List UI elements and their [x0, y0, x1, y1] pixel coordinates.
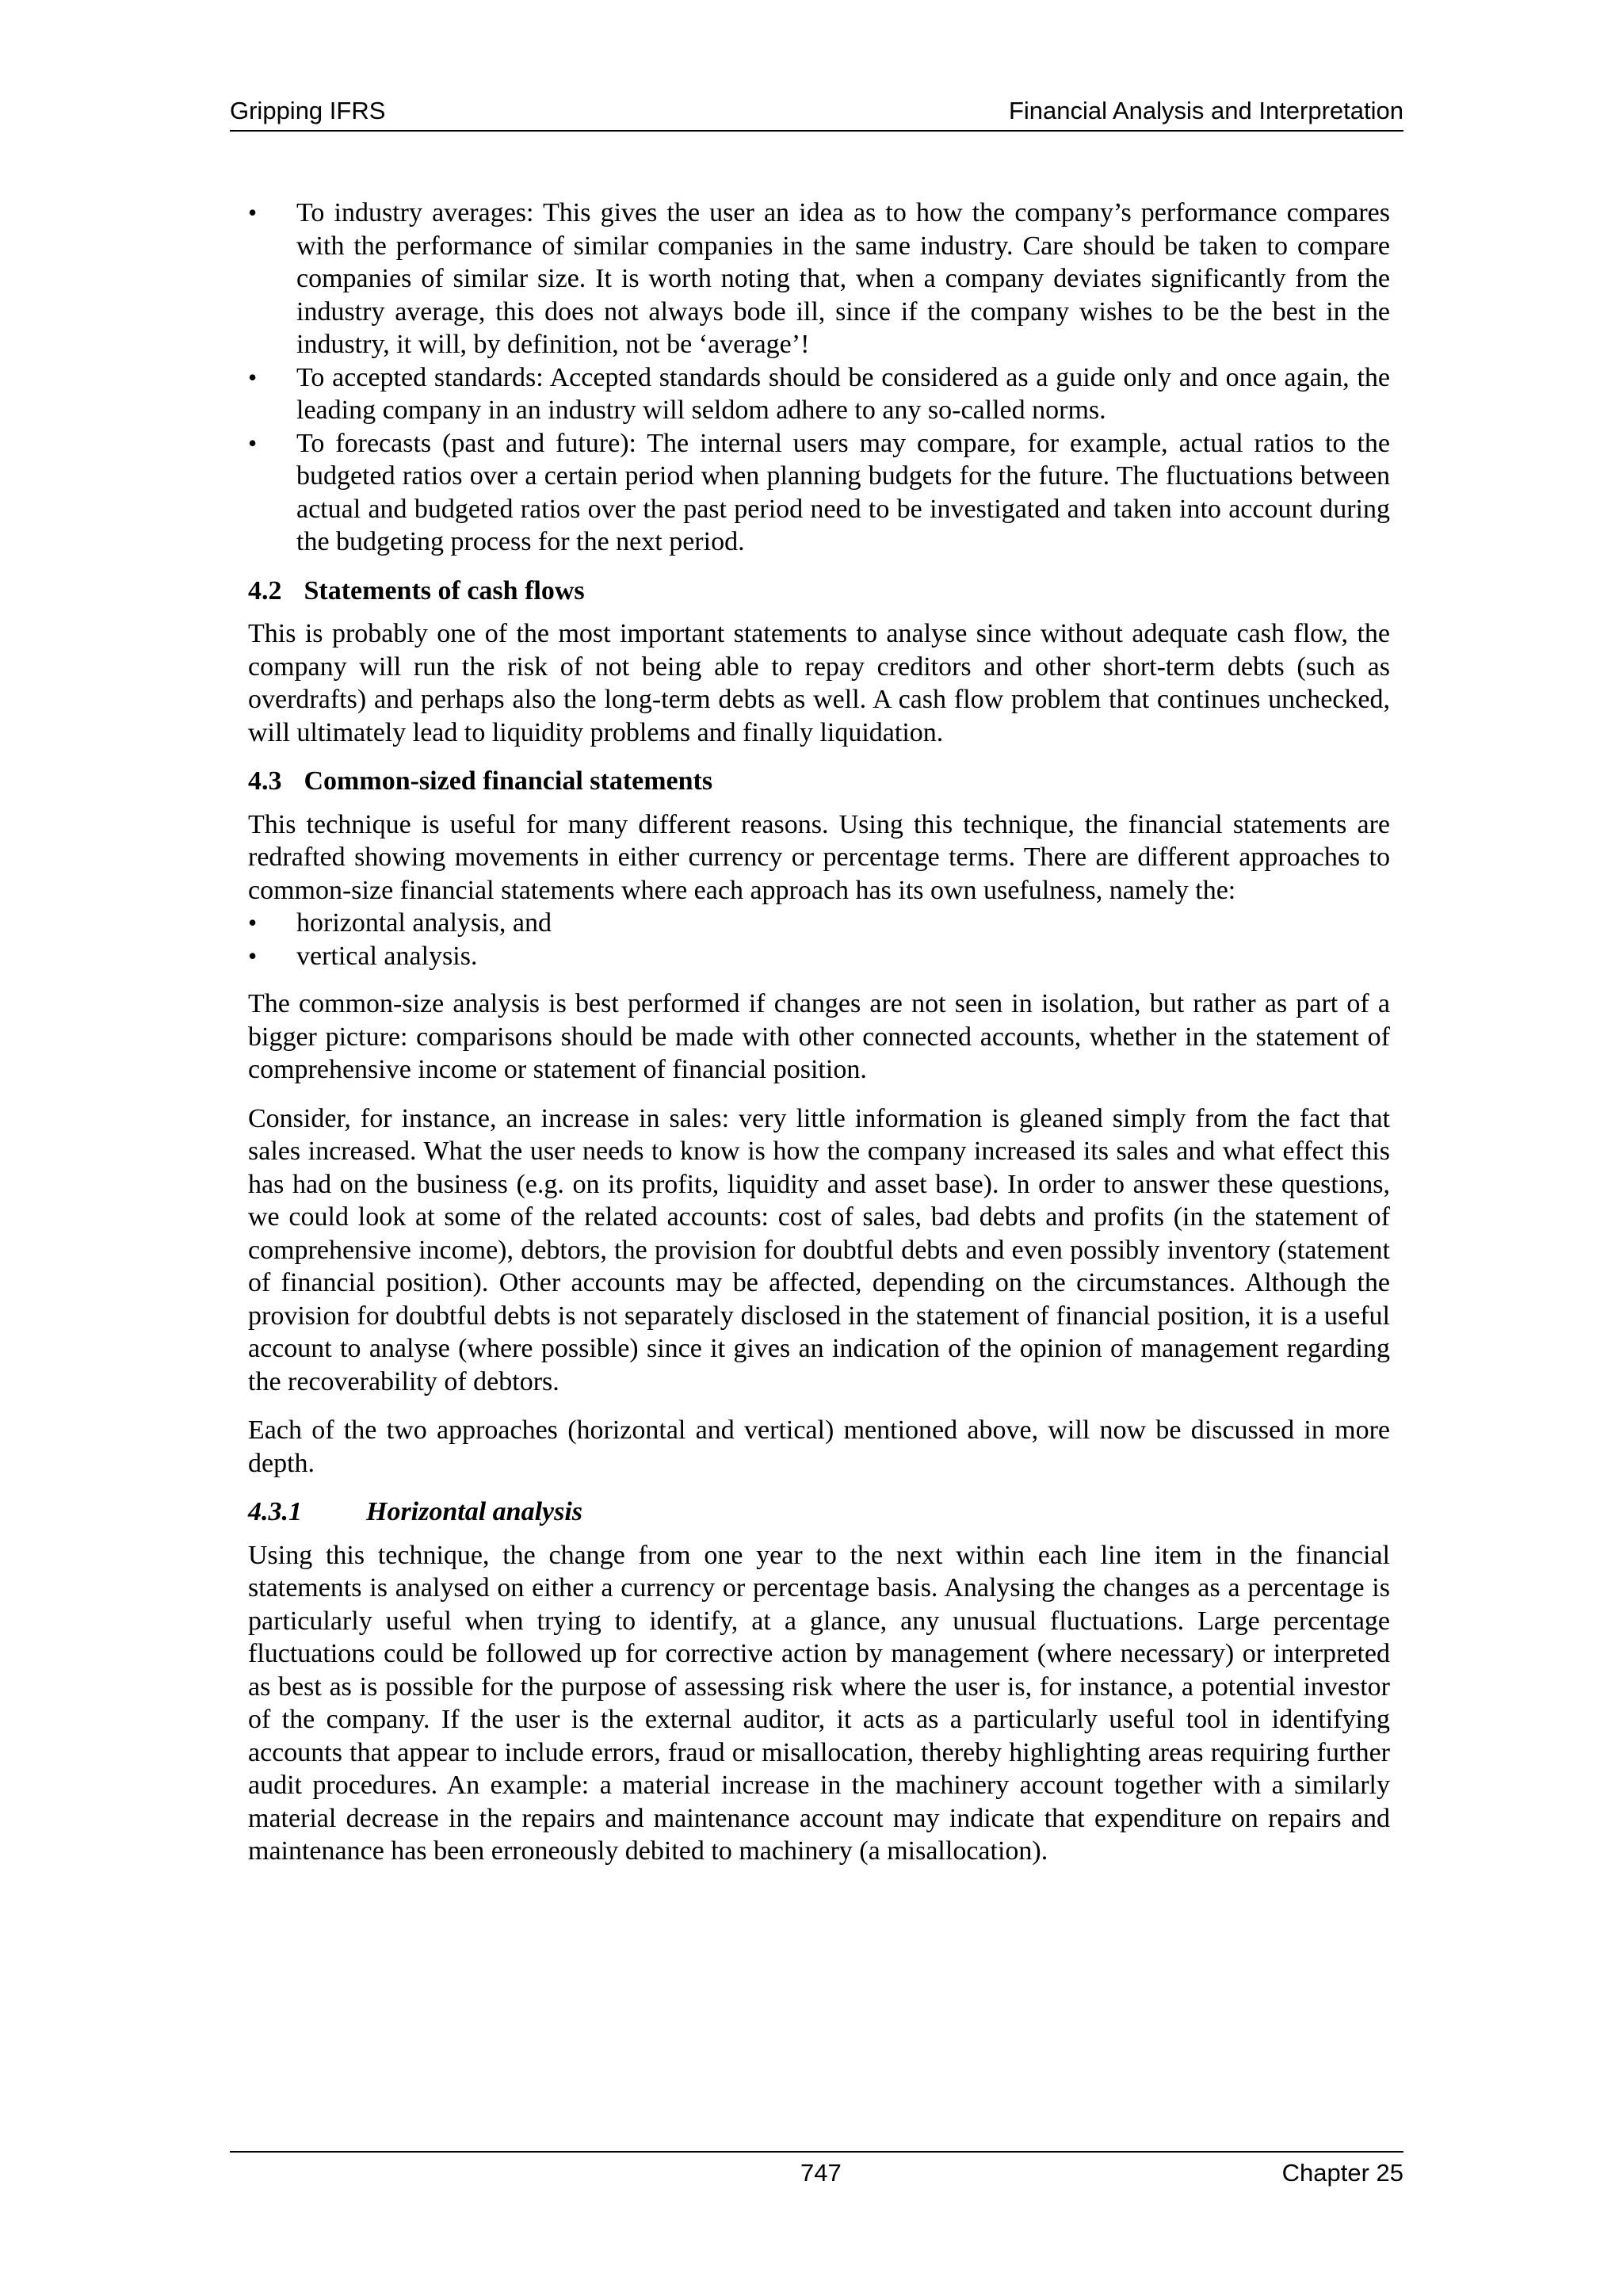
- section-title: Common-sized financial statements: [304, 766, 713, 796]
- comparison-bullet-list: [248, 197, 1390, 559]
- section-heading-4-3: [248, 765, 1390, 798]
- common-sized-intro-paragraph: This technique is useful for many different reasons. Using this technique, the financial statements are redrafted showing movements in either currency or percentage terms. There are different approaches to common-size financial statements where each approach has its own usefulness, namely the:: [248, 809, 1390, 905]
- page-footer: [230, 2151, 1403, 2187]
- approaches-discussion-paragraph: Each of the two approaches (horizontal and vertical) mentioned above, will now be discussed in more depth.: [248, 1415, 1390, 1478]
- section-heading-4-2: [248, 575, 1390, 608]
- bullet-accepted-standards: • To accepted standards: Accepted standards should be considered as a guide only and once again, the leading company in an industry will seldom adhere to any so-called norms.: [248, 361, 1390, 427]
- bullet-vertical-analysis: • vertical analysis.: [248, 940, 1390, 973]
- section-number: 4.3.1: [248, 1497, 302, 1526]
- section-title: Horizontal analysis: [366, 1497, 583, 1526]
- cash-flows-paragraph: This is probably one of the most important statements to analyse since without adequate cash flow, the company will run the risk of not being able to repay creditors and other short-term debts (such as overdrafts) and perhaps also the long-term debts as well. A cash flow problem that continues unchecked, will ultimately lead to liquidity problems and finally liquidation.: [248, 619, 1390, 747]
- section-number: 4.3: [248, 766, 282, 796]
- common-size-analysis-paragraph: The common-size analysis is best performed if changes are not seen in isolation, but rather as part of a bigger picture: comparisons should be made with other connected accounts, whether in the statement of comprehensive income or statement of financial position.: [248, 989, 1390, 1084]
- header-book-title: Gripping IFRS: [230, 97, 386, 124]
- header-chapter-title: Financial Analysis and Interpretation: [1008, 97, 1403, 124]
- section-title: Statements of cash flows: [304, 575, 585, 606]
- section-number: 4.2: [248, 575, 282, 606]
- section-heading-4-3-1: [248, 1496, 1390, 1529]
- increase-in-sales-paragraph: Consider, for instance, an increase in sales: very little information is gleaned simply from the fact that sales increased. What the user needs to know is how the company increased its sales and what effect this has had on the business (e.g. on its profits, liquidity and asset base). In order to answer these questions, we could look at some of the related accounts: cost of sales, bad debts and profits (in the statement of comprehensive income), debtors, the provision for doubtful debts and even possibly inventory (statement of financial position). Other accounts may be affected, depending on the circumstances. Although the provision for doubtful debts is not separately disclosed in the statement of financial position, it is a useful account to analyse (where possible) since it gives an indication of the opinion of management regarding the recoverability of debtors.: [248, 1103, 1390, 1396]
- approaches-bullet-list: [248, 907, 1390, 972]
- page-number: 747: [800, 2159, 842, 2187]
- bullet-industry-averages: • To industry averages: This gives the user an idea as to how the company’s performance compares with the performance of similar companies in the same industry. Care should be taken to compare companies of similar size. It is worth noting that, when a company deviates significantly from the industry average, this does not always bode ill, since if the company wishes to be the best in the industry, it will, by definition, not be ‘average’!: [248, 197, 1390, 361]
- horizontal-analysis-paragraph: Using this technique, the change from one year to the next within each line item in the financial statements is analysed on either a currency or percentage basis. Analysing the changes as a percentage is particularly useful when trying to identify, at a glance, any unusual fluctuations. Large percentage fluctuations could be followed up for corrective action by management (where necessary) or interpreted as best as is possible for the purpose of assessing risk where the user is, for instance, a potential investor of the company. If the user is the external auditor, it acts as a particularly useful tool in identifying accounts that appear to include errors, fraud or misallocation, thereby highlighting areas requiring further audit procedures. An example: a material increase in the machinery account together with a similarly material decrease in the repairs and maintenance account may indicate that expenditure on repairs and maintenance has been erroneously debited to machinery (a misallocation).: [248, 1540, 1390, 1866]
- page-body: [248, 197, 1390, 1884]
- page-header: [230, 95, 1403, 132]
- bullet-horizontal-analysis: • horizontal analysis, and: [248, 907, 1390, 940]
- bullet-forecasts: • To forecasts (past and future): The internal users may compare, for example, actual ratios to the budgeted ratios over a certain period when planning budgets for the future. The fluctuations between actual and budgeted ratios over the past period need to be investigated and taken into account during the budgeting process for the next period.: [248, 427, 1390, 559]
- footer-chapter-label: Chapter 25: [1281, 2159, 1403, 2187]
